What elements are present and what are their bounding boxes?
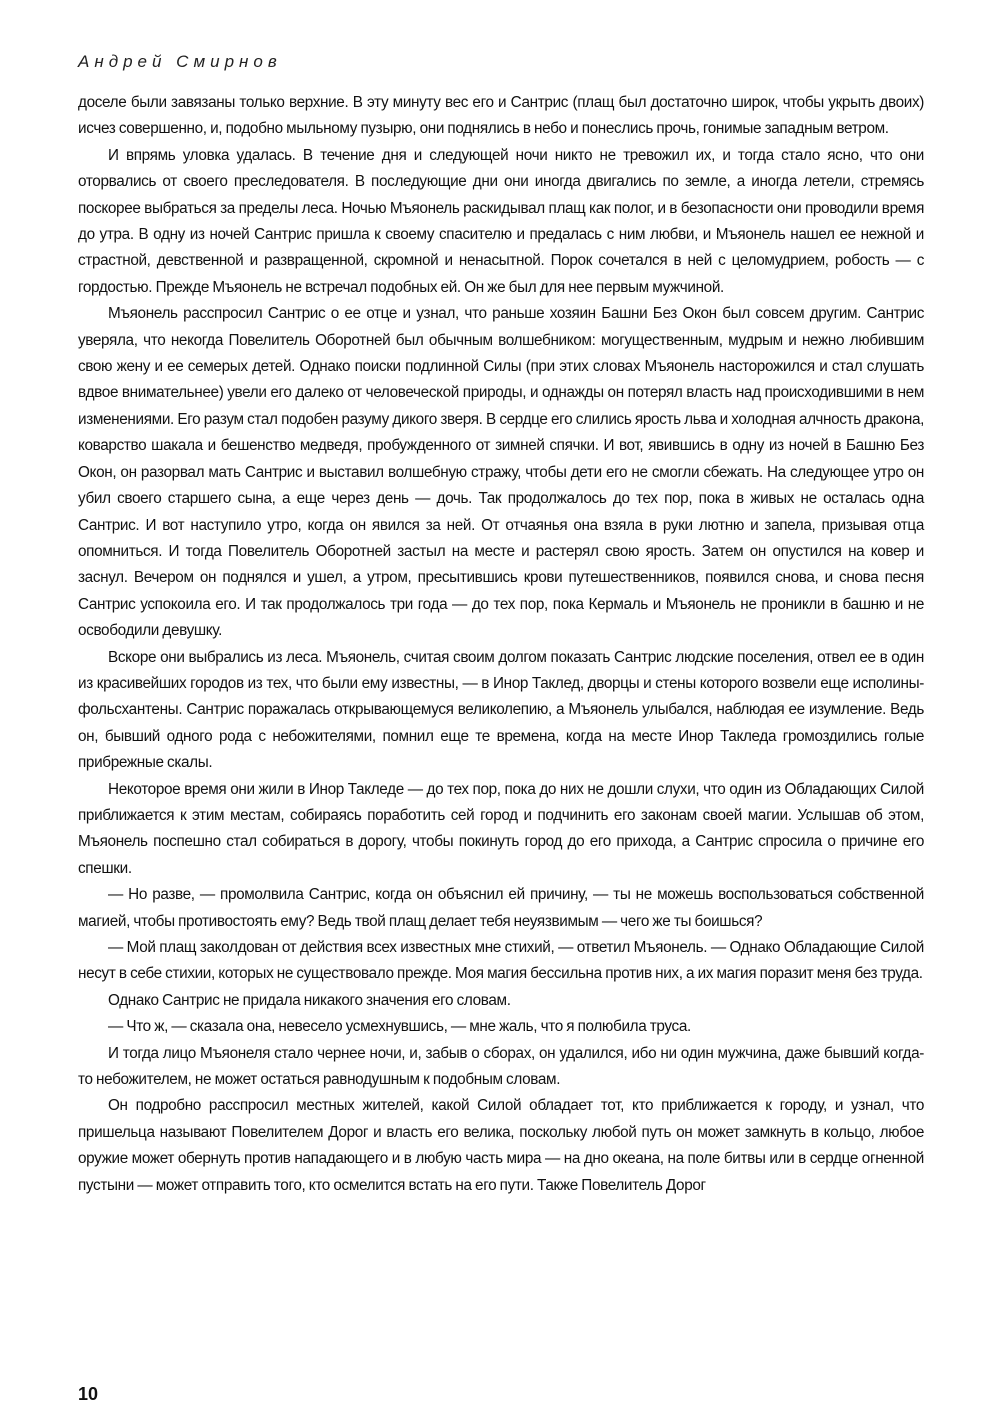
paragraph: Мъяонель расспросил Сантрис о ее отце и узнал, что раньше хозяин Башни Без Окон был совсем другим. Сантрис уверяла, что некогда Повелитель Оборотней был обычным волшебником: могущественным, мудрым и нежно любившим свою жену и ее семерых детей. Однако поиски подлинной Силы (при этих словах Мъяонель насторожился и стал слушать вдвое внимательнее) увели его далеко от человеческой природы, и однажды он потерял власть над происходившими в нем изменениями. Его разум стал подобен разуму дикого зверя. В сердце его слились ярость льва и холодная алчность дракона, коварство шакала и бешенство медведя, пробужденного от зимней спячки. И вот, явившись в одну из ночей в Башню Без Окон, он разорвал мать Сантрис и выставил волшебную стражу, чтобы дети его не смогли сбежать. На следующее утро он убил своего старшего сына, а еще через день — дочь. Так продолжалось до тех пор, пока в живых не осталась одна Сантрис. И вот наступило утро, когда он явился за ней. От отчаянья она взяла в руки лютню и запела, призывая отца опомниться. И тогда Повелитель Оборотней застыл на месте и растерял свою ярость. Затем он опустился на ковер и заснул. Вечером он поднялся и ушел, а утром, пресытившись крови путешественников, появился снова, и снова песня Сантрис успокоила его. И так продолжалось три года — до тех пор, пока Кермаль и Мъяонель не проникли в башню и не освободили девушку.: [78, 305, 924, 640]
paragraph: Однако Сантрис не придала никакого значения его словам.: [108, 991, 511, 1009]
paragraph: И впрямь уловка удалась. В течение дня и следующей ночи никто не тревожил их, и тогда стало ясно, что они оторвались от своего преследователя. В последующие дни они иногда двигались по земле, а иногда летели, стремясь поскорее выбраться за пределы леса. Ночью Мъяонель раскидывал плащ как полог, и в безопасности они проводили время до утра. В одну из ночей Сантрис пришла к своему спасителю и предалась с ним любви, и Мъяонель нашел ее нежной и страстной, девственной и развращенной, скромной и ненасытной. Порок сочетался в ней с целомудрием, робость — с гордостью. Прежде Мъяонель не встречал подобных ей. Он же был для нее первым мужчиной.: [78, 146, 924, 296]
paragraph: доселе были завязаны только верхние. В эту минуту вес его и Сантрис (плащ был достаточно широк, чтобы укрыть двоих) исчез совершенно, и, подобно мыльному пузырю, они поднялись в небо и понеслись прочь, гонимые западным ветром.: [78, 94, 924, 138]
paragraph: Некоторое время они жили в Инор Такледе — до тех пор, пока до них не дошли слухи, что один из Обладающих Силой приближается к этим местам, собираясь поработить сей город и подчинить его законам своей магии. Услышав об этом, Мъяонель поспешно стал собираться в дорогу, чтобы покинуть город до его прихода, а Сантрис спросила о причине его спешки.: [78, 780, 924, 877]
paragraph: Вскоре они выбрались из леса. Мъяонель, считая своим долгом показать Сантрис людские поселения, отвел ее в один из красивейших городов из тех, что были ему известны, — в Инор Таклед, дворцы и стены которого возвели еще исполины-фольсхантены. Сантрис поражалась открывающемуся великолепию, а Мъяонель улыбался, наблюдая ее изумление. Ведь он, бывший одного рода с небожителями, помнил еще те времена, когда на месте Инор Такледа громоздились голые прибрежные скалы.: [78, 648, 924, 772]
paragraph: — Что ж, — сказала она, невесело усмехнувшись, — мне жаль, что я полюбила труса.: [108, 1018, 691, 1036]
paragraph: — Но разве, — промолвила Сантрис, когда он объяснил ей причину, — ты не можешь воспользоваться собственной магией, чтобы противостоять ему? Ведь твой плащ делает тебя неуязвимым — чего же ты боишься?: [78, 886, 924, 930]
paragraph: Он подробно расспросил местных жителей, какой Силой обладает тот, кто приближается к городу, и узнал, что пришельца называют Повелителем Дорог и власть его велика, поскольку любой путь он может замкнуть в кольцо, любое оружие может обернуть против нападающего и в любую часть мира — на дно океана, на поле битвы или в сердце огненной пустыни — может отправить того, кто осмелится встать на его пути. Также Повелитель Дорог: [78, 1097, 924, 1194]
body-text: [78, 90, 924, 1199]
running-header-author: Андрей Смирнов: [78, 52, 282, 71]
paragraph: И тогда лицо Мъяонеля стало чернее ночи, и, забыв о сборах, он удалился, ибо ни один мужчина, даже бывший когда-то небожителем, не может остаться равнодушным к подобным словам.: [78, 1044, 924, 1089]
paragraph: — Мой плащ заколдован от действия всех известных мне стихий, — ответил Мъяонель. — Однако Обладающие Силой несут в себе стихии, которых не существовало прежде. Моя магия бессильна против них, а их магия поразит меня без труда.: [78, 939, 924, 983]
page-number: 10: [78, 1384, 99, 1404]
